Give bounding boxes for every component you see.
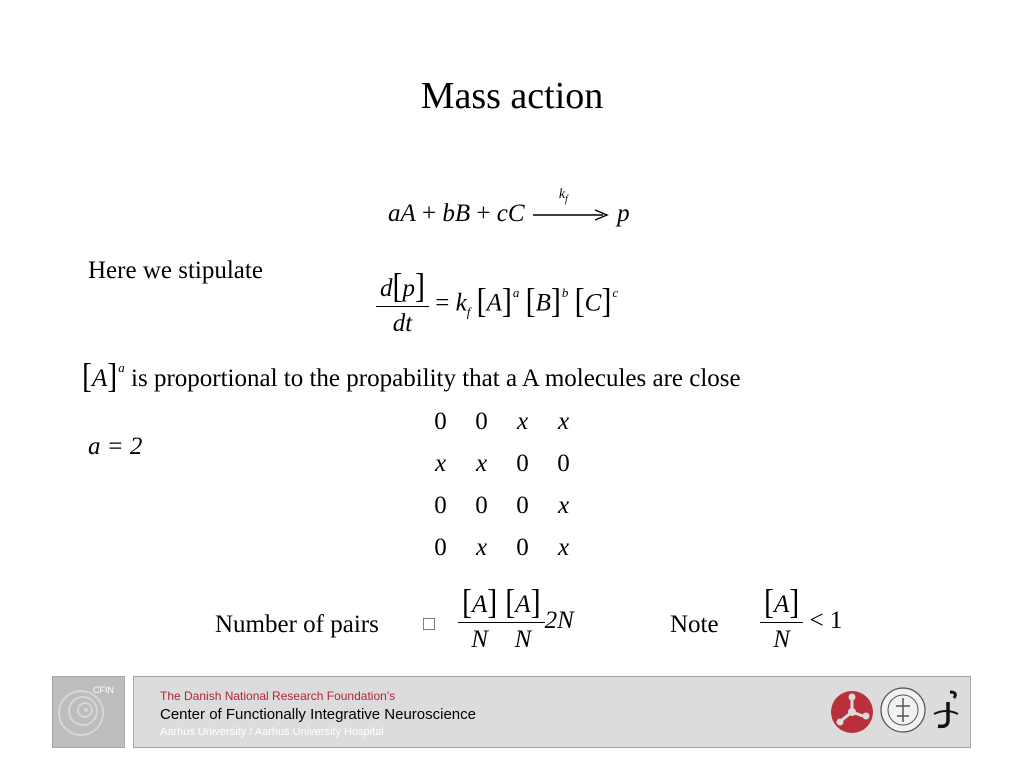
molecule-grid — [420, 408, 584, 576]
exp-a: a — [512, 284, 520, 300]
grid-cell: x — [475, 450, 488, 477]
university-seal-icon — [879, 686, 927, 734]
grid-cell: x — [557, 534, 570, 561]
note-label: Note — [670, 611, 719, 638]
num-d: d — [380, 275, 393, 302]
reaction-equation — [388, 187, 630, 228]
k-sub: f — [466, 304, 471, 320]
conc-a: A — [472, 591, 488, 618]
grid-cell: 0 — [475, 408, 488, 435]
equals-sign: = — [435, 289, 450, 317]
reaction-arrow — [531, 187, 611, 225]
fraction-line — [376, 306, 429, 307]
bracket-open: [ — [525, 282, 536, 321]
note-relation: < 1 — [809, 607, 843, 634]
pairs-expression — [458, 583, 574, 654]
a-over-n-fraction — [458, 583, 501, 654]
conc-a: A — [774, 591, 790, 618]
rate-law-equation — [376, 267, 619, 338]
conc-c: C — [584, 289, 602, 317]
pairs-label: Number of pairs — [215, 611, 379, 638]
bracket-open: [ — [476, 282, 487, 321]
k-constant: k — [455, 289, 467, 317]
a-value: a = 2 — [88, 433, 143, 460]
den-n: N — [471, 626, 488, 653]
grid-row — [420, 450, 584, 492]
num-p: p — [402, 275, 415, 302]
bracket-open: [ — [392, 267, 403, 306]
bracket-open: [ — [764, 583, 774, 622]
den-n: N — [773, 626, 790, 653]
grid-cell: 0 — [434, 534, 447, 561]
grid-cell: x — [557, 408, 570, 435]
bracket-close: ] — [601, 282, 612, 321]
bracket-open: [ — [505, 583, 516, 622]
plus-sign: + — [422, 200, 437, 227]
stipulate-label: Here we stipulate — [88, 257, 263, 284]
rate-constant — [559, 187, 568, 205]
grid-cell: x — [475, 534, 488, 561]
arrow-icon — [531, 205, 611, 225]
grid-cell: 0 — [516, 450, 529, 477]
logo-text: CFIN — [93, 685, 114, 695]
grid-row — [420, 408, 584, 450]
grid-cell: x — [516, 408, 529, 435]
pairs-factor: 2N — [544, 607, 574, 634]
bracket-close: ] — [530, 583, 541, 622]
exp-a: a — [118, 360, 125, 375]
a-over-n-fraction — [760, 583, 803, 654]
grid-cell: 0 — [516, 534, 529, 561]
grid-row — [420, 534, 584, 576]
grid-cell: 0 — [557, 450, 570, 477]
cfin-logo — [52, 676, 125, 748]
bracket-close: ] — [415, 267, 425, 306]
conc-a: A — [92, 365, 108, 392]
slide-title: Mass action — [420, 75, 604, 117]
note-expression — [760, 583, 843, 654]
bracket-open: [ — [574, 282, 585, 321]
rate-k: k — [558, 187, 566, 203]
reactant-c: cC — [496, 200, 525, 227]
bracket-close: ] — [501, 282, 512, 321]
fraction-line — [760, 622, 803, 623]
proportional-statement — [82, 357, 741, 396]
reactant-b: bB — [442, 200, 471, 227]
proportional-text: is proportional to the propability that a A molecules are close — [131, 365, 741, 392]
footer-foundation: The Danish National Research Foundation’s — [160, 689, 396, 703]
hospital-logo-icon — [928, 686, 964, 734]
a-over-n-fraction — [501, 583, 544, 654]
plus-sign: + — [476, 200, 491, 227]
exp-c: c — [612, 284, 619, 300]
fraction-line — [458, 622, 501, 623]
bracket-close: ] — [789, 583, 800, 622]
conc-a: A — [486, 289, 502, 317]
grid-row — [420, 492, 584, 534]
grid-cell: 0 — [475, 492, 488, 519]
footer-center-name: Center of Functionally Integrative Neuroscience — [160, 706, 476, 723]
den-n: N — [514, 626, 532, 653]
rate-sub: f — [565, 194, 568, 206]
grid-cell: 0 — [434, 408, 447, 435]
derivative-fraction — [376, 267, 429, 338]
bracket-close: ] — [550, 282, 561, 321]
grid-cell: 0 — [516, 492, 529, 519]
red-flower-logo-icon — [828, 688, 876, 736]
reactant-a: aA — [388, 200, 416, 227]
den-dt: dt — [392, 310, 413, 337]
grid-cell: 0 — [434, 492, 447, 519]
fraction-line — [501, 622, 544, 623]
conc-b: B — [535, 289, 551, 317]
bracket-open: [ — [462, 583, 472, 622]
conc-a: A — [515, 591, 531, 618]
grid-cell: x — [434, 450, 447, 477]
grid-cell: x — [557, 492, 570, 519]
product: p — [617, 200, 630, 227]
exp-b: b — [561, 284, 569, 300]
bracket-open: [ — [82, 357, 92, 396]
bracket-close: ] — [107, 357, 118, 396]
relation-glyph: □ — [423, 613, 436, 635]
footer-university: Aarhus University / Aarhus University Hospital — [160, 726, 384, 738]
bracket-close: ] — [487, 583, 498, 622]
